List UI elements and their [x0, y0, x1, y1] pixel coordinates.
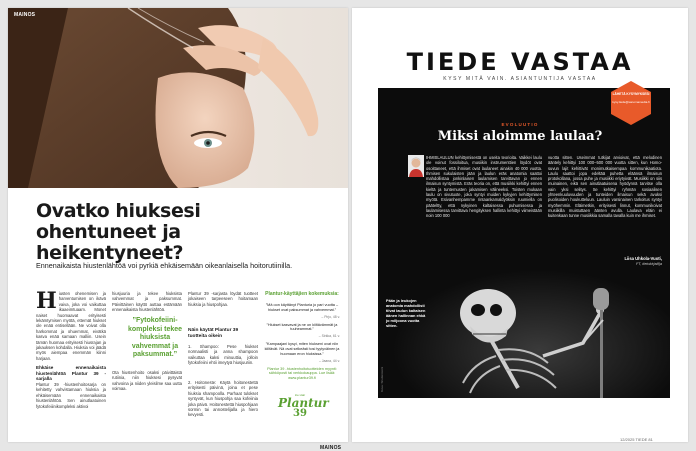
page-footer: 12/2025 TIEDE 81 — [620, 437, 653, 442]
editorial-page — [352, 8, 688, 442]
article-column-1: IHMISLAULUN kehittymisestä on useita teorioita. Vaikkei laulu ole voinut fossiloitua, musiikin instrumenttien löydöt ovat osoittaneet, että ihmiset ovat laulaneet ainakin 40 000 vuotta. Ihmisen sukulaisten jään ja laulun eräs anatomia saattoi mahdollistaa jonkinlaisen laulamisen tarvittavan jo ennen ilmaisun syntymistä. Eräs teoria on, että musiikki kehittyi ennen kieltä ja tuntemusten jakamisen välineeksi. Toisten mukaan laulu on sivutuote, joka syntyi muiden kykyjen kehittymisen myötä. Esivanhempamme rintaankamaldyöksin ruumiella on pääteltty, että nykyinen kaltaisessa puhumisessa ja laulamisessa tarvittava hengityksen hallinta kehittyi viimeistään noin 100 000 — [426, 155, 542, 219]
testimonial-quote: ”Hiukset kasvavat ja ne on kiiltävämmät ja tuuheammat.” — [266, 322, 338, 332]
section-tagline: KYSY MITÄ VAIN. ASIANTUNTIJA VASTAA — [443, 76, 597, 82]
submit-question-badge — [608, 80, 654, 126]
badge-email: kysy.tiede@sanomamedia.fi — [612, 100, 650, 104]
body-column-1 — [36, 288, 106, 409]
body-text: Ota hiustenhoito osaksi päivittäistä rutiinia, niin hiuksesi pysyvät vahvoina ja niiden yleisilme saa uutta voimaa. — [112, 370, 182, 392]
image-caption: Pään ja leukojen anatomia mahdollisti tiivat laulun kaltaisen äänen hallinnan ehkä jo miljoona vuotta sitten. — [386, 298, 426, 328]
testimonial-author: – Pirjo, 48 v. — [321, 314, 340, 319]
testimonial-quote: ”Mä oon käyttänyt Planturia jo pari vuotta – hiukset ovat paksummat ja vahvemmat.” — [265, 303, 339, 312]
usage-step-1: 1. Shampoo: Pese hiukset normaalisti ja anna shampoon vaikuttaa kaksi minuuttia, jolloin fytokofeiini ehtii imeytyä hiusjuuriin. — [188, 344, 258, 366]
badge-title: LÄHETÄ KYSYMYKSESI — [612, 92, 650, 96]
section-heading: Ehkäise ennenaikaista hiustenlähtöä Plantur 39 -sarjalla — [36, 365, 106, 382]
ad-headline: Ovatko hiuksesi ohentuneet ja heikentyneet? — [36, 200, 201, 264]
plantur-logo — [278, 393, 329, 425]
logo-number: 39 — [293, 408, 307, 419]
body-text: hiusjuuria ja tekee hiuksista vahvemmat ja paksummat. Päivittäinen käyttö auttaa estämään ennenaikaista hiustenlähtöä. — [112, 291, 182, 313]
ad-label-footer: MAINOS — [320, 445, 342, 451]
logo-wordmark: Plantur — [278, 396, 329, 410]
body-column-3 — [188, 291, 258, 307]
hero-photo — [8, 8, 348, 188]
body-column-2-cont — [112, 370, 182, 392]
section-masthead: TIEDE VASTAA — [406, 48, 634, 76]
purchase-info: Plantur 39 -hiustenhoitotuotteiden myynti: sähköposti tai verkkokauppa. Lue lisää: www.plantur39.fi — [267, 366, 337, 381]
body-text: Plantur 39 -sarjasta löydät tuotteet jokaiseen tarpeeseen hoitamaan hiuksia ja hiuspohjaa. — [188, 291, 258, 307]
testimonial-author: – Sirkka, 61 v. — [318, 334, 340, 339]
article-question: Miksi aloimme laulaa? — [437, 129, 603, 144]
article-column-2: vuotta sitten. Useimmat tutkijat arvioivat, että melodinen ääntely kehittyi 100 000–500 000 vuotta sitten, kun Homo-suvun lajit kehittivät monimutkaisempaa kommunikaatiota. Laulu saattoi jopa edeltää puhetta eläänsä ilmaisun protokollana, jossa puhe ja musiikki eriytyivät. Musiikki on siis muinainen, eikä sen ainutlaatuisena hyödynnä tarvitse olla vain yksi selitys. Se kehittyi ryhmän sosiaalisen yhteenkuuluvuuden ja tunteiden ilmaisun sekä avuksi puolisoiden houkutteluun. Lauluin varsinainen tarkoitus syntyi myöhemmin. Eläimetkin, erityisesti linnut, kommunikoivat musiikilla muistuttaen äänten avulla. Laulava eläin ei kuitenkaan tunne musiikkia samalla tavalla kuin me ihmiset. — [548, 155, 662, 219]
ad-label: MAINOS — [14, 12, 36, 18]
usage-heading: Näin käytät Plantur 39 tuotteita oikein — [188, 328, 239, 339]
body-text: Plantur 39 -hiustenhoitosarja on kehitetty vahvistamaan hiuksia ja ehkäisemään ennenaikaista hiustenlähtöä. Sen ainutlaatuinen fytokofeiiinikompleksi aktivoi — [36, 382, 106, 409]
usage-step-2: 2. Hoitoneste: Käytä hoitonestettä erityisesti päivinä, joina et pese hiuksia shampoolla. Parhaat tulokset syntyvät, kun hiuspohja saa kofeiinia joka päivä. Hoitonestettä hiuspohjaan sormin tai annostelijalla ja hiero kevyesti. — [188, 380, 258, 418]
woman-hair-photo — [8, 8, 348, 188]
testimonial-quote: ”Kampaajani kysyi, miten hiukseni ovat niin kiiltävät. Nä ovat selkeästi tosi tyytyväinen ja huomaan eron hiuksissa.” — [264, 342, 340, 356]
article-category: EVOLUUTIO — [501, 122, 539, 127]
dropcap: H — [36, 288, 57, 314]
body-text: iusten ohenemisen ja harventumisen on ikävä vaiva, joka voi vaikuttaa ikaaeimtuaam. Monet naiset huomaavat erityisesti lekämtymisen myötä, ettemät hiukset ole enää entisellään. Ne voivat olla harkommat ja ohuemmat, eivätkä kasva enää samaan malliin. Usein tämän huomaa erityisesti hiusrajan ja jakauksen kohdalla. Hiuksia voi jäädä myös aiempaa enemmän kiinni harjaan. — [36, 291, 106, 361]
advertisement-page — [8, 8, 348, 451]
expert-title: FT, tietokirjailija — [635, 262, 662, 266]
testimonials-title: Plantur-käyttäjien kokemuksia: — [265, 291, 339, 297]
author-portrait — [408, 155, 424, 177]
photo-credit: Kuva: Shutterstock — [380, 366, 384, 392]
testimonial-author: – Jaana, 44 v. — [318, 358, 340, 363]
body-column-2 — [112, 291, 182, 313]
ad-subhead: Ennenaikaista hiustenlähtöä voi pyrkiä ehkäisemään oikeanlaisella hoitorutiinilla. — [36, 261, 293, 270]
pull-quote: ”Fytokofeiini-kompleksi tekee hiuksista vahvemmat ja paksummat.” — [127, 317, 183, 358]
logo-tagline: Ice Hair — [294, 393, 306, 397]
expert-name: Liisa Uhkola-Vuoti, — [624, 256, 662, 261]
